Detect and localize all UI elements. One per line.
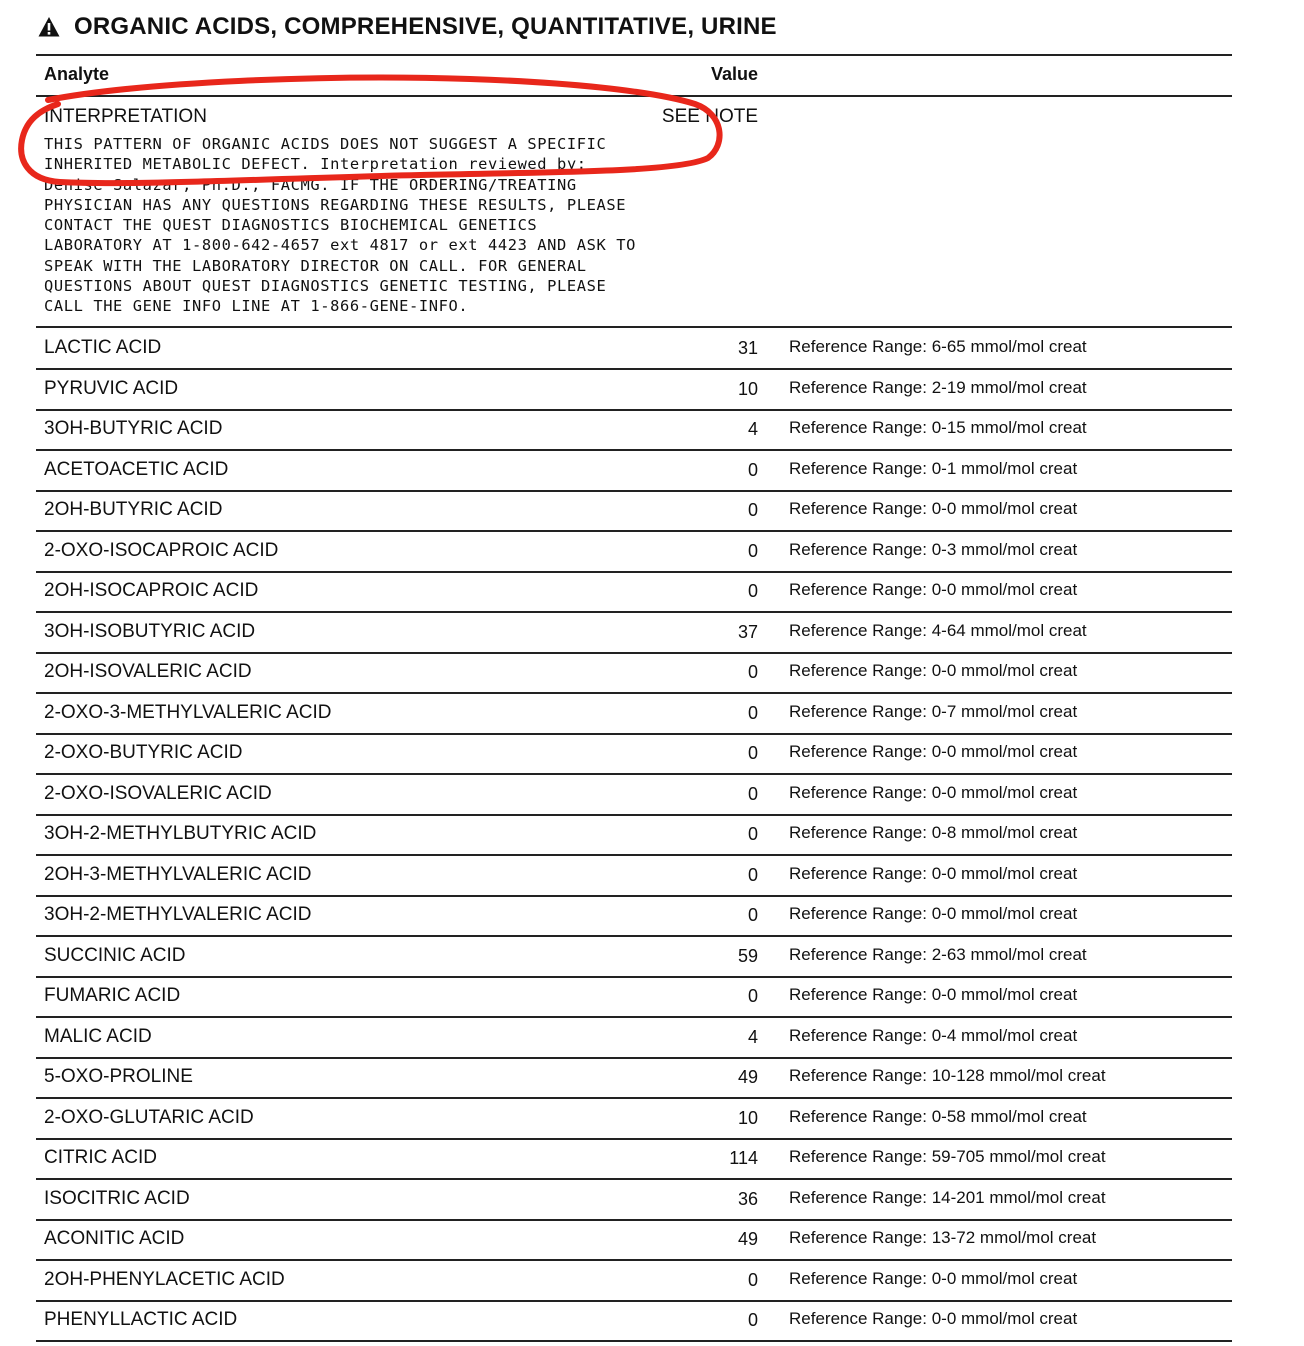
reference-range: Reference Range: 0-0 mmol/mol creat: [789, 904, 1078, 923]
header-divider: [36, 95, 1232, 97]
analyte-value: 0: [747, 1269, 758, 1290]
table-row: [36, 814, 1232, 856]
analyte-name: CITRIC ACID: [44, 1147, 157, 1168]
analyte-name: 2-OXO-ISOVALERIC ACID: [44, 782, 272, 804]
analyte-value: 10: [737, 1107, 758, 1128]
reference-range: Reference Range: 0-15 mmol/mol creat: [789, 418, 1087, 437]
table-row: [36, 1260, 1232, 1302]
warning-triangle-icon: [38, 16, 60, 38]
reference-range: Reference Range: 2-63 mmol/mol creat: [789, 944, 1087, 964]
analyte-value: 0: [747, 500, 758, 520]
table-row: [36, 693, 1232, 735]
analyte-value: 0: [747, 702, 758, 723]
analyte-name: 2OH-3-METHYLVALERIC ACID: [44, 863, 312, 885]
title-divider: [36, 54, 1232, 56]
analyte-name: 3OH-BUTYRIC ACID: [44, 418, 223, 439]
reference-range: Reference Range: 0-0 mmol/mol creat: [789, 661, 1078, 680]
analyte-value: 0: [747, 824, 758, 844]
analyte-value: 4: [747, 1026, 758, 1047]
table-row: [36, 733, 1232, 775]
analyte-name: FUMARIC ACID: [44, 985, 181, 1006]
table-row: [36, 1219, 1232, 1261]
interpretation-value: SEE NOTE: [661, 106, 758, 127]
table-row: [36, 409, 1232, 451]
reference-range: Reference Range: 0-7 mmol/mol creat: [789, 701, 1078, 721]
reference-range: Reference Range: 0-0 mmol/mol creat: [789, 1268, 1078, 1288]
reference-range: Reference Range: 0-58 mmol/mol creat: [789, 1106, 1087, 1126]
analyte-value: 0: [747, 905, 758, 925]
analyte-name: 3OH-2-METHYLBUTYRIC ACID: [44, 823, 317, 844]
analyte-value: 0: [747, 1310, 758, 1330]
analyte-name: 2-OXO-ISOCAPROIC ACID: [44, 539, 279, 561]
table-row: [36, 1057, 1232, 1099]
analyte-value: 0: [747, 540, 758, 561]
analyte-value: 10: [737, 378, 758, 399]
reference-range: Reference Range: 0-0 mmol/mol creat: [789, 863, 1078, 883]
reference-range: Reference Range: 14-201 mmol/mol creat: [789, 1187, 1106, 1207]
reference-range: Reference Range: 0-8 mmol/mol creat: [789, 823, 1078, 842]
reference-range: Reference Range: 59-705 mmol/mol creat: [789, 1147, 1106, 1166]
reference-range: Reference Range: 13-72 mmol/mol creat: [789, 1228, 1097, 1247]
interpretation-note: THIS PATTERN OF ORGANIC ACIDS DOES NOT SUGGEST A SPECIFIC INHERITED METABOLIC DEFECT. Interpretation reviewed by: Denise Salazar, Ph.D., FACMG. IF THE ORDERING/TREATING PHYSICIAN HAS ANY QUESTIONS REGARDING THESE RESULTS, PLEASE CONTACT THE QUEST DIAGNOSTICS BIOCHEMICAL GENETICS LABORATORY AT 1-800-642-4657 ext 4817 or ext 4423 AND ASK TO SPEAK WITH THE LABORATORY DIRECTOR ON CALL. FOR GENERAL QUESTIONS ABOUT QUEST DIAGNOSTICS GENETIC TESTING, PLEASE CALL THE GENE INFO LINE AT 1-866-GENE-INFO.: [44, 135, 636, 316]
analyte-name: 2OH-BUTYRIC ACID: [44, 499, 223, 520]
analyte-name: 2OH-ISOCAPROIC ACID: [44, 580, 259, 601]
analyte-value: 49: [737, 1229, 758, 1249]
interpretation-label: INTERPRETATION: [44, 106, 207, 127]
analyte-name: SUCCINIC ACID: [44, 944, 186, 966]
table-row: [36, 1098, 1232, 1140]
table-row: [36, 936, 1232, 978]
analyte-name: 2OH-ISOVALERIC ACID: [44, 661, 252, 682]
analyte-name: ACETOACETIC ACID: [44, 458, 229, 480]
analyte-name: MALIC ACID: [44, 1025, 152, 1047]
analyte-name: 3OH-ISOBUTYRIC ACID: [44, 620, 256, 642]
reference-range: Reference Range: 0-0 mmol/mol creat: [789, 985, 1078, 1004]
analyte-name: PHENYLLACTIC ACID: [44, 1309, 238, 1330]
reference-range: Reference Range: 0-0 mmol/mol creat: [789, 782, 1078, 802]
table-row: [36, 1017, 1232, 1059]
analyte-value: 37: [737, 621, 758, 642]
analyte-value: 59: [737, 945, 758, 966]
table-row: [36, 1138, 1232, 1180]
analyte-value: 4: [747, 419, 758, 439]
table-row: [36, 490, 1232, 532]
analyte-name: LACTIC ACID: [44, 337, 162, 358]
table-row: [36, 1179, 1232, 1221]
analyte-value: 0: [747, 743, 758, 763]
reference-range: Reference Range: 10-128 mmol/mol creat: [789, 1066, 1106, 1085]
reference-range: Reference Range: 0-0 mmol/mol creat: [789, 499, 1078, 518]
analyte-value: 114: [729, 1148, 758, 1168]
analyte-name: 5-OXO-PROLINE: [44, 1066, 193, 1087]
table-row: [36, 612, 1232, 654]
analyte-value: 0: [747, 459, 758, 480]
reference-range: Reference Range: 0-3 mmol/mol creat: [789, 539, 1078, 559]
table-row: [36, 895, 1232, 937]
analyte-name: 2OH-PHENYLACETIC ACID: [44, 1268, 285, 1290]
reference-range: Reference Range: 4-64 mmol/mol creat: [789, 620, 1087, 640]
reference-range: Reference Range: 0-0 mmol/mol creat: [789, 1309, 1078, 1328]
analyte-name: ISOCITRIC ACID: [44, 1187, 190, 1209]
analyte-value: 0: [747, 662, 758, 682]
table-row: [36, 369, 1232, 411]
analyte-value: 0: [747, 864, 758, 885]
table-row: [36, 531, 1232, 573]
analyte-value: 49: [737, 1067, 758, 1087]
report-section-title: [38, 10, 777, 44]
reference-range: Reference Range: 2-19 mmol/mol creat: [789, 377, 1087, 397]
reference-range: Reference Range: 0-4 mmol/mol creat: [789, 1025, 1078, 1045]
reference-range: Reference Range: 0-0 mmol/mol creat: [789, 580, 1078, 599]
page-title: ORGANIC ACIDS, COMPREHENSIVE, QUANTITATIVE, URINE: [74, 13, 777, 40]
analyte-name: PYRUVIC ACID: [44, 377, 179, 399]
table-row: [36, 652, 1232, 694]
reference-range: Reference Range: 0-1 mmol/mol creat: [789, 458, 1078, 478]
table-row: [36, 571, 1232, 613]
analyte-value: 0: [747, 581, 758, 601]
table-row: [36, 450, 1232, 492]
analyte-name: 3OH-2-METHYLVALERIC ACID: [44, 904, 312, 925]
column-header-value: Value: [710, 64, 758, 84]
analyte-value: 0: [747, 986, 758, 1006]
analyte-value: 0: [747, 783, 758, 804]
table-row: [36, 855, 1232, 897]
reference-range: Reference Range: 0-0 mmol/mol creat: [789, 742, 1078, 761]
table-row: [36, 976, 1232, 1018]
table-row: [36, 328, 1232, 370]
table-row: [36, 774, 1232, 816]
analyte-name: 2-OXO-BUTYRIC ACID: [44, 742, 243, 763]
analyte-value: 36: [737, 1188, 758, 1209]
analyte-name: 2-OXO-GLUTARIC ACID: [44, 1106, 254, 1128]
table-row: [36, 1300, 1232, 1342]
analyte-name: 2-OXO-3-METHYLVALERIC ACID: [44, 701, 332, 723]
analyte-value: 31: [737, 338, 758, 358]
analyte-name: ACONITIC ACID: [44, 1228, 185, 1249]
reference-range: Reference Range: 6-65 mmol/mol creat: [789, 337, 1087, 356]
column-header-analyte: Analyte: [44, 64, 110, 84]
